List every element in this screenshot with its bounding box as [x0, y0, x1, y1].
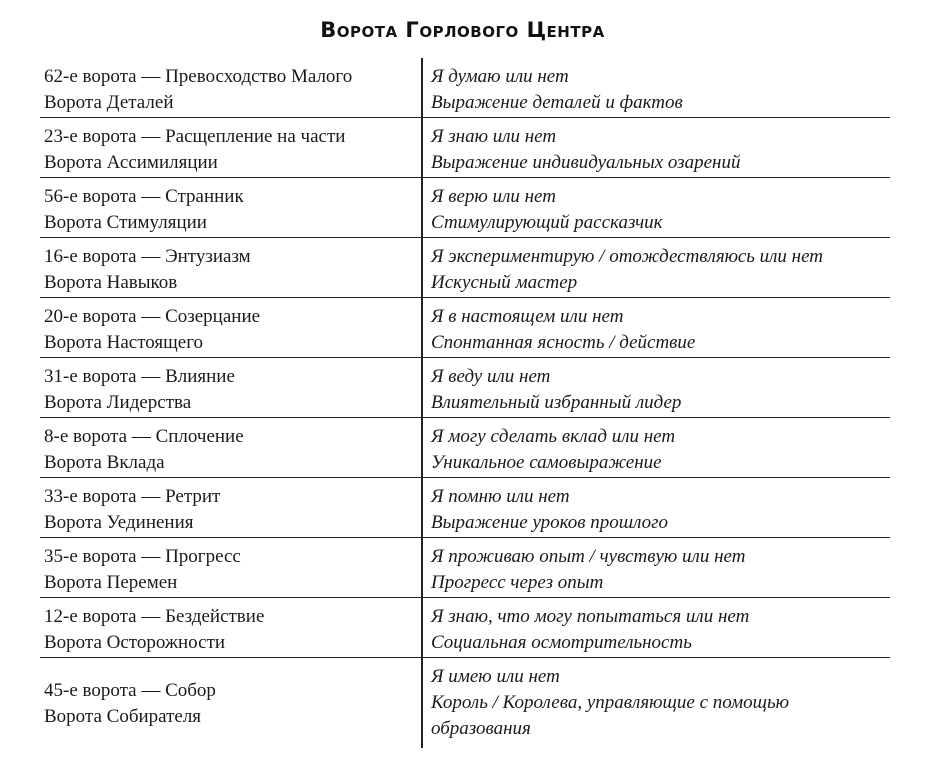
gate-description: Король / Королева, управляющие с помощью образования — [431, 692, 790, 739]
table-row — [40, 478, 890, 538]
gate-voice: Я могу сделать вклад или нет — [431, 426, 676, 447]
table-row — [40, 358, 890, 418]
table-row — [40, 238, 890, 298]
gate-title: Ворота Вклада — [44, 452, 165, 473]
gate-title: Ворота Лидерства — [44, 392, 192, 413]
gate-number-name: 12-е ворота — Бездействие — [44, 606, 265, 627]
page-title: Ворота Горлового Центра — [320, 18, 605, 42]
gate-description: Прогресс через опыт — [431, 572, 604, 593]
gate-cell — [44, 484, 414, 536]
gate-voice: Я имею или нет — [431, 666, 560, 687]
gate-title: Ворота Деталей — [44, 92, 174, 113]
gate-number-name: 23-е ворота — Расщепление на части — [44, 126, 346, 147]
gate-title: Ворота Ассимиляции — [44, 152, 218, 173]
gate-description: Уникальное самовыражение — [431, 452, 662, 473]
gate-number-name: 33-е ворота — Ретрит — [44, 486, 221, 507]
gate-voice: Я проживаю опыт / чувствую или нет — [431, 546, 746, 567]
gate-title: Ворота Стимуляции — [44, 212, 207, 233]
voice-cell — [431, 244, 891, 296]
voice-cell — [431, 604, 891, 656]
gate-description: Выражение деталей и фактов — [431, 92, 683, 113]
voice-cell — [431, 484, 891, 536]
gate-description: Влиятельный избранный лидер — [431, 392, 682, 413]
gate-description: Стимулирующий рассказчик — [431, 212, 663, 233]
gate-cell — [44, 424, 414, 476]
gate-voice: Я знаю или нет — [431, 126, 557, 147]
gate-title: Ворота Уединения — [44, 512, 194, 533]
gate-number-name: 35-е ворота — Прогресс — [44, 546, 241, 567]
gate-description: Искусный мастер — [431, 272, 578, 293]
gate-number-name: 45-е ворота — Собор — [44, 680, 216, 701]
gate-cell — [44, 124, 414, 176]
table-row — [40, 178, 890, 238]
gate-title: Ворота Перемен — [44, 572, 178, 593]
gate-voice: Я веду или нет — [431, 366, 551, 387]
gate-cell — [44, 244, 414, 296]
gate-number-name: 8-е ворота — Сплочение — [44, 426, 244, 447]
gate-voice: Я знаю, что могу попытаться или нет — [431, 606, 750, 627]
table-row — [40, 598, 890, 658]
gate-cell — [44, 64, 414, 116]
gate-cell — [44, 184, 414, 236]
gate-title: Ворота Осторожности — [44, 632, 226, 653]
gate-title: Ворота Собирателя — [44, 706, 202, 727]
voice-cell — [431, 304, 891, 356]
gates-table — [40, 58, 890, 748]
table-row — [40, 58, 890, 118]
gate-cell — [44, 678, 414, 730]
table-row — [40, 418, 890, 478]
gate-number-name: 31-е ворота — Влияние — [44, 366, 235, 387]
table-row — [40, 658, 890, 748]
gate-voice: Я верю или нет — [431, 186, 556, 207]
table-row — [40, 118, 890, 178]
gate-number-name: 20-е ворота — Созерцание — [44, 306, 261, 327]
gate-number-name: 62-е ворота — Превосходство Малого — [44, 66, 353, 87]
gate-description: Выражение индивидуальных озарений — [431, 152, 741, 173]
gate-number-name: 56-е ворота — Странник — [44, 186, 244, 207]
gate-cell — [44, 304, 414, 356]
gate-voice: Я помню или нет — [431, 486, 570, 507]
gate-voice: Я думаю или нет — [431, 66, 569, 87]
table-row — [40, 538, 890, 598]
gate-title: Ворота Настоящего — [44, 332, 204, 353]
gate-voice: Я в настоящем или нет — [431, 306, 624, 327]
voice-cell — [431, 124, 891, 176]
gate-cell — [44, 364, 414, 416]
gate-title: Ворота Навыков — [44, 272, 178, 293]
voice-cell — [431, 64, 891, 116]
gate-description: Спонтанная ясность / действие — [431, 332, 696, 353]
gate-description: Социальная осмотрительность — [431, 632, 692, 653]
gate-voice: Я экспериментирую / отождествляюсь или нет — [431, 246, 824, 267]
gate-description: Выражение уроков прошлого — [431, 512, 669, 533]
gate-number-name: 16-е ворота — Энтузиазм — [44, 246, 251, 267]
voice-cell — [431, 184, 891, 236]
voice-cell — [431, 364, 891, 416]
gate-cell — [44, 544, 414, 596]
voice-cell — [431, 664, 851, 742]
voice-cell — [431, 544, 891, 596]
table-row — [40, 298, 890, 358]
voice-cell — [431, 424, 891, 476]
gate-cell — [44, 604, 414, 656]
